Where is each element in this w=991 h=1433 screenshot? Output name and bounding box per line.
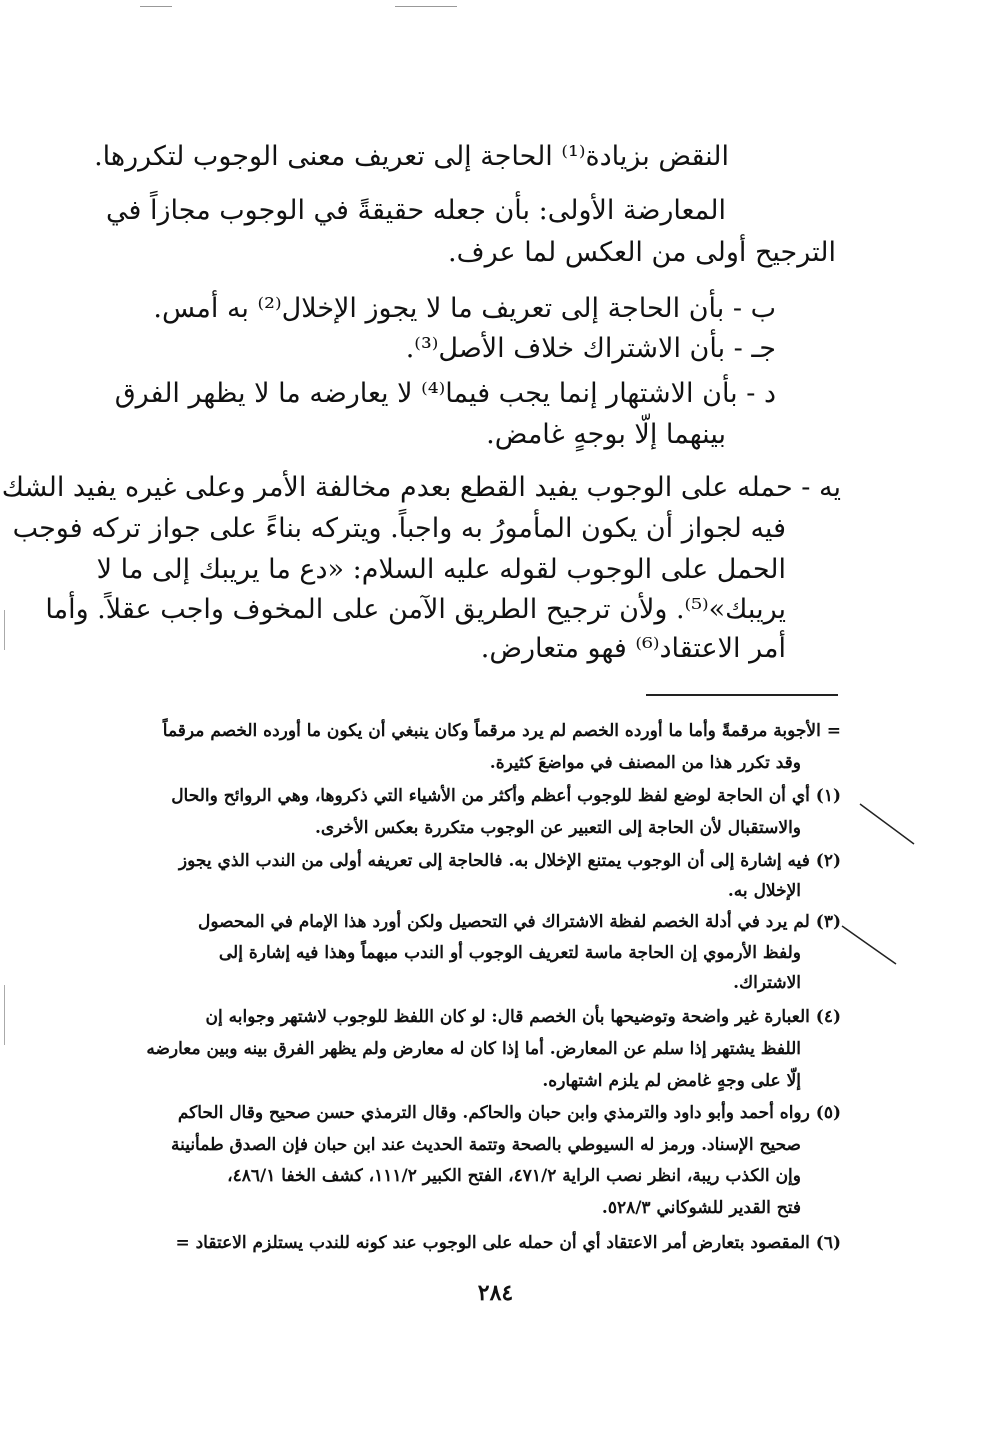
- body-line: الحمل على الوجوب لقوله عليه السلام: «دع ما يريبك إلى ما لا: [96, 554, 786, 585]
- footnote-line: ولفظ الأرموي إن الحاجة ماسة لتعريف الوجوب أو الندب مبهماً وهذا فيه إشارة إلى: [218, 943, 801, 963]
- body-line: أمر الاعتقاد⁽⁶⁾ فهو متعارض.: [480, 633, 786, 664]
- top-edge-rule: [140, 6, 172, 7]
- footnote-line: الاشتراك.: [733, 973, 801, 993]
- footnote-line: إلّا على وجهٍ غامض لم يلزم اشتهاره.: [542, 1071, 801, 1091]
- body-line: النقض بزيادة⁽¹⁾ الحاجة إلى تعريف معنى الوجوب لتكررها.: [94, 141, 729, 172]
- footnote-line: (٣) لم يرد في أدلة الخصم لفظة الاشتراك في التحصيل ولكن أورد هذا الإمام في المحصول: [198, 912, 841, 932]
- body-line: يريبك»⁽⁵⁾. ولأن ترجيح الطريق الآمن على المخوف واجب عقلاً. وأما: [45, 594, 786, 625]
- scan-margin-mark: [4, 610, 5, 650]
- footnote-line: فتح القدير للشوكاني ٥٢٨/٣.: [601, 1198, 801, 1218]
- footnote-line: وقد تكرر هذا من المصنف في مواضعَ كثيرة.: [489, 753, 801, 773]
- body-line: بينهما إلّا بوجهٍ غامض.: [486, 419, 726, 450]
- footnote-line: (٢) فيه إشارة إلى أن الوجوب يمتنع الإخلال به. فالحاجة إلى تعريفه أولى من الندب الذي يجوز: [178, 851, 841, 871]
- footnote-line: (١) أي أن الحاجة لوضع لفظ للوجوب أعظم وأكثر من الأشياء التي ذكروها، وهي الروائح والحال: [171, 786, 841, 806]
- top-edge-rule: [395, 6, 457, 7]
- footnote-line: (٤) العبارة غير واضحة وتوضيحها بأن الخصم قال: لو كان اللفظ للوجوب لاشتهر وجوابه إن: [205, 1007, 841, 1027]
- scan-margin-mark: [4, 985, 5, 1045]
- footnote-line: الإخلال به.: [727, 881, 801, 901]
- body-line: د - بأن الاشتهار إنما يجب فيما⁽⁴⁾ لا يعارضه ما لا يظهر الفرق: [114, 378, 776, 409]
- footnote-line: صحيح الإسناد. ورمز له السيوطي بالصحة وتتمة الحديث عند ابن حبان فإن الصدق طمأنينة: [170, 1135, 801, 1155]
- footnote-line: = الأجوبة مرقمةً وأما ما أورده الخصم لم يرد مرقماً وكان ينبغي أن يكون ما أورده الخصم مرقماً: [162, 721, 841, 741]
- body-line: جـ - بأن الاشتراك خلاف الأصل⁽³⁾.: [405, 333, 776, 364]
- body-line: يه - حمله على الوجوب يفيد القطع بعدم مخالفة الأمر وعلى غيره يفيد الشك: [1, 472, 841, 503]
- footnote-line: (٥) رواه أحمد وأبو داود والترمذي وابن حبان والحاكم. وقال الترمذي حسن صحيح وقال الحاكم: [177, 1103, 841, 1123]
- body-line: الترجيح أولى من العكس لما عرف.: [448, 237, 836, 268]
- body-line: ب - بأن الحاجة إلى تعريف ما لا يجوز الإخلال⁽²⁾ به أمس.: [153, 293, 776, 324]
- body-line: المعارضة الأولى: بأن جعله حقيقةً في الوجوب مجازاً في: [106, 195, 726, 226]
- footnote-line: والاستقبال لأن الحاجة إلى التعبير عن الوجوب متكررة بعكس الأخرى.: [314, 818, 801, 838]
- body-line: فيه لجواز أن يكون المأمورُ به واجباً. ويتركه بناءً على جواز تركه فوجب: [12, 513, 786, 544]
- footnote-line: (٦) المقصود بتعارض أمر الاعتقاد أي أن حمله على الوجوب عند كونه للندب يستلزم الاعتقاد =: [175, 1233, 841, 1253]
- footnote-separator: [646, 694, 838, 696]
- page-number: ٢٨٤: [477, 1280, 514, 1306]
- footnote-line: وإن الكذب ريبة، انظر نصب الراية ٤٧١/٢، الفتح الكبير ١١١/٢، كشف الخفا ٤٨٦/١،: [227, 1166, 801, 1186]
- footnote-line: اللفظ يشتهر إذا سلم عن المعارض. أما إذا كان له معارض ولم يظهر الفرق بينه وبين معارضه: [146, 1039, 801, 1059]
